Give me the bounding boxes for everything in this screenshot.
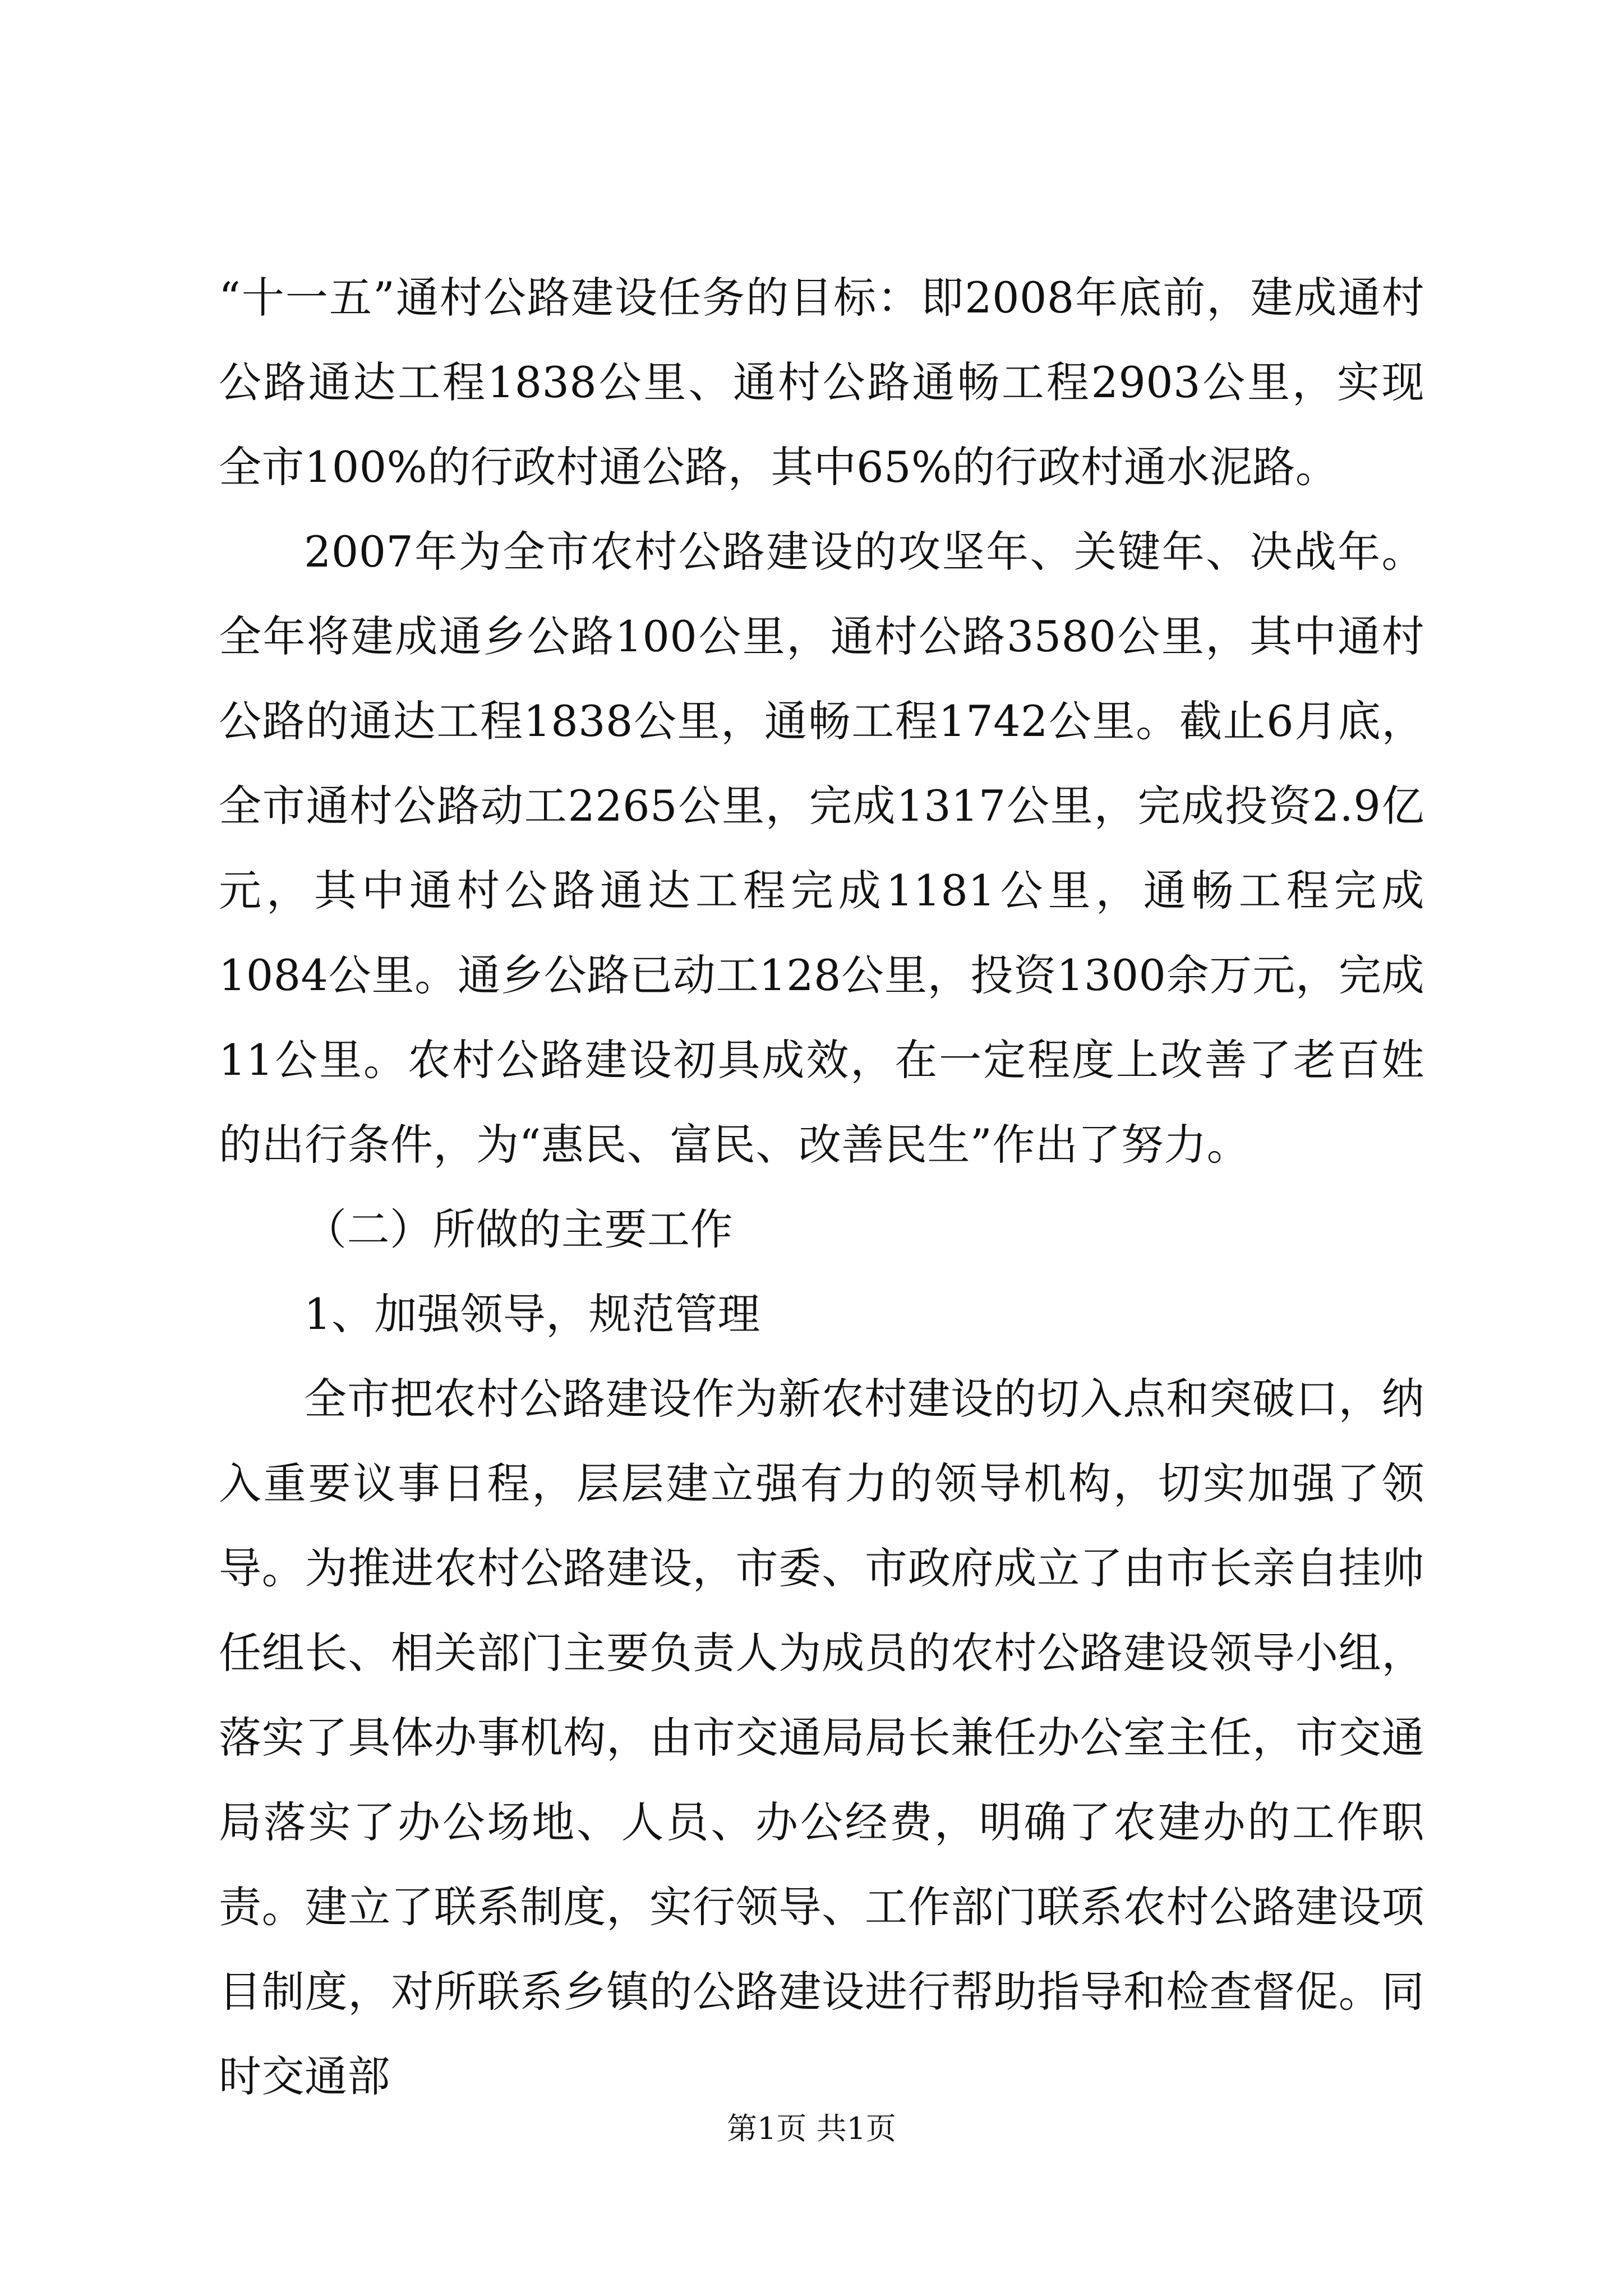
paragraph-2007-progress: 2007年为全市农村公路建设的攻坚年、关键年、决战年。全年将建成通乡公路100公里，通村公路3580公里，其中通村公路的通达工程1838公里，通畅工程1742公里。截止6月底，全市通村公路动工2265公里，完成1317公里，完成投资2.9亿元，其中通村公路通达工程完成1181公里，通畅工程完成1084公里。通乡公路已动工128公里，投资1300余万元，完成11公里。农村公路建设初具成效，在一定程度上改善了老百姓的出行条件，为“惠民、富民、改善民生”作出了努力。 (219, 527, 1424, 1170)
section-heading-main-work: （二）所做的主要工作 (304, 1204, 733, 1254)
page-footer: 第1页 共1页 (727, 2111, 896, 2146)
paragraph-leadership: 全市把农村公路建设作为新农村建设的切入点和突破口，纳入重要议事日程，层层建立强有力的领导机构，切实加强了领导。为推进农村公路建设，市委、市政府成立了由市长亲自挂帅任组长、相关部门主要负责人为成员的农村公路建设领导小组，落实了具体办事机构，由市交通局局长兼任办公室主任，市交通局落实了办公场地、人员、办公经费，明确了农建办的工作职责。建立了联系制度，实行领导、工作部门联系农村公路建设项目制度，对所联系乡镇的公路建设进行帮助指导和检查督促。同时交通部 (219, 1374, 1424, 2101)
paragraph-continuation: “十一五”通村公路建设任务的目标：即2008年底前，建成通村公路通达工程1838公里、通村公路通畅工程2903公里，实现全市100%的行政村通公路，其中65%的行政村通水泥路。 (219, 273, 1424, 492)
document-body (219, 255, 1424, 2119)
subsection-heading-leadership: 1、加强领导，规范管理 (304, 1289, 760, 1339)
